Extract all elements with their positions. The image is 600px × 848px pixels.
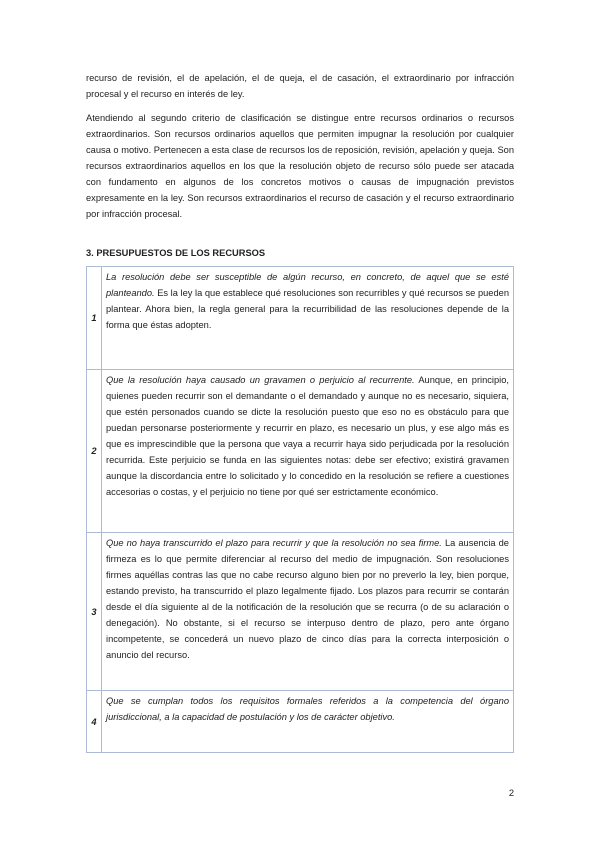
requirement-body: Aunque, en principio, quienes pueden recurrir son el demandante o el demandado y aunque no es necesario, siquiera, que estén personados cuando se dicte la resolución puesto que eso no es obstáculo para que puedan personarse posteriormente y recurrir en plazo, es necesario un plus, y ese algo más es que es imprescindible que la persona que vaya a recurrir haya sido perjudicada por la resolución recurrida. Este perjuicio se funda en las siguientes notas: debe ser efectivo; existirá gravamen aunque la discordancia entre lo solicitado y lo concedido en la resolución se refiere a cuestiones accesorias o costas, y el perjuicio no tiene por qué ser estrictamente económico. [106, 375, 509, 497]
paragraph-recursos-list: recurso de revisión, el de apelación, el de queja, el de casación, el extraordinario por infracción procesal y el recurso en interés de ley. [86, 73, 514, 99]
requirement-lead: Que no haya transcurrido el plazo para recurrir y que la resolución no sea firme. [106, 538, 442, 548]
table-row [87, 533, 514, 691]
requirement-number: 1 [87, 267, 102, 370]
requirement-text [102, 533, 514, 691]
table-row [87, 691, 514, 753]
requirement-text [102, 267, 514, 370]
table-row [87, 267, 514, 370]
requirement-text [102, 691, 514, 753]
requirement-text [102, 370, 514, 533]
requirement-number: 4 [87, 691, 102, 753]
paragraph-clasificacion: Atendiendo al segundo criterio de clasificación se distingue entre recursos ordinarios o recursos extraordinarios. Son recursos ordinarios aquellos que permiten impugnar la resolución por cualquier causa o motivo. Pertenecen a esta clase de recursos los de reposición, revisión, apelación y queja. Son recursos extraordinarios aquellos en los que la resolución objeto de recurso sólo puede ser atacada con fundamento en algunos de los concretos motivos o causas de impugnación previstos expresamente en la ley. Son recursos extraordinarios el recurso de casación y el recurso extraordinario por infracción procesal. [86, 113, 514, 219]
requirement-body: Es la ley la que establece qué resoluciones son recurribles y qué recursos se pueden plantear. Ahora bien, la regla general para la recurribilidad de las resoluciones depende de la forma que éstas adopten. [106, 288, 509, 330]
requirements-table [86, 266, 514, 753]
page-number: 2 [508, 788, 514, 798]
requirement-lead: La resolución debe ser susceptible de algún recurso, en concreto, de aquel que se esté planteando. [106, 272, 509, 298]
table-row [87, 370, 514, 533]
requirement-number: 2 [87, 370, 102, 533]
requirement-lead: Que se cumplan todos los requisitos formales referidos a la competencia del órgano jurisdiccional, a la capacidad de postulación y los de carácter objetivo. [106, 696, 509, 722]
section-heading: 3. PRESUPUESTOS DE LOS RECURSOS [86, 248, 266, 258]
requirement-number: 3 [87, 533, 102, 691]
requirement-lead: Que la resolución haya causado un gravamen o perjuicio al recurrente. [106, 375, 415, 385]
requirement-body: La ausencia de firmeza es lo que permite diferenciar al recurso del medio de impugnación. Son resoluciones firmes aquéllas contras las que no cabe recurso alguno bien por no preverlo la ley, bien porque, estando previsto, ha transcurrido el plazo legalmente fijado. Los plazos para recurrir se contarán desde el día siguiente al de la notificación de la resolución que se recurra (o de su aclaración o denegación). No obstante, si el recurso se interpuso dentro de plazo, pero ante órgano incompetente, se concederá un nuevo plazo de cinco días para la correcta interposición o anuncio del recurso. [106, 538, 509, 660]
